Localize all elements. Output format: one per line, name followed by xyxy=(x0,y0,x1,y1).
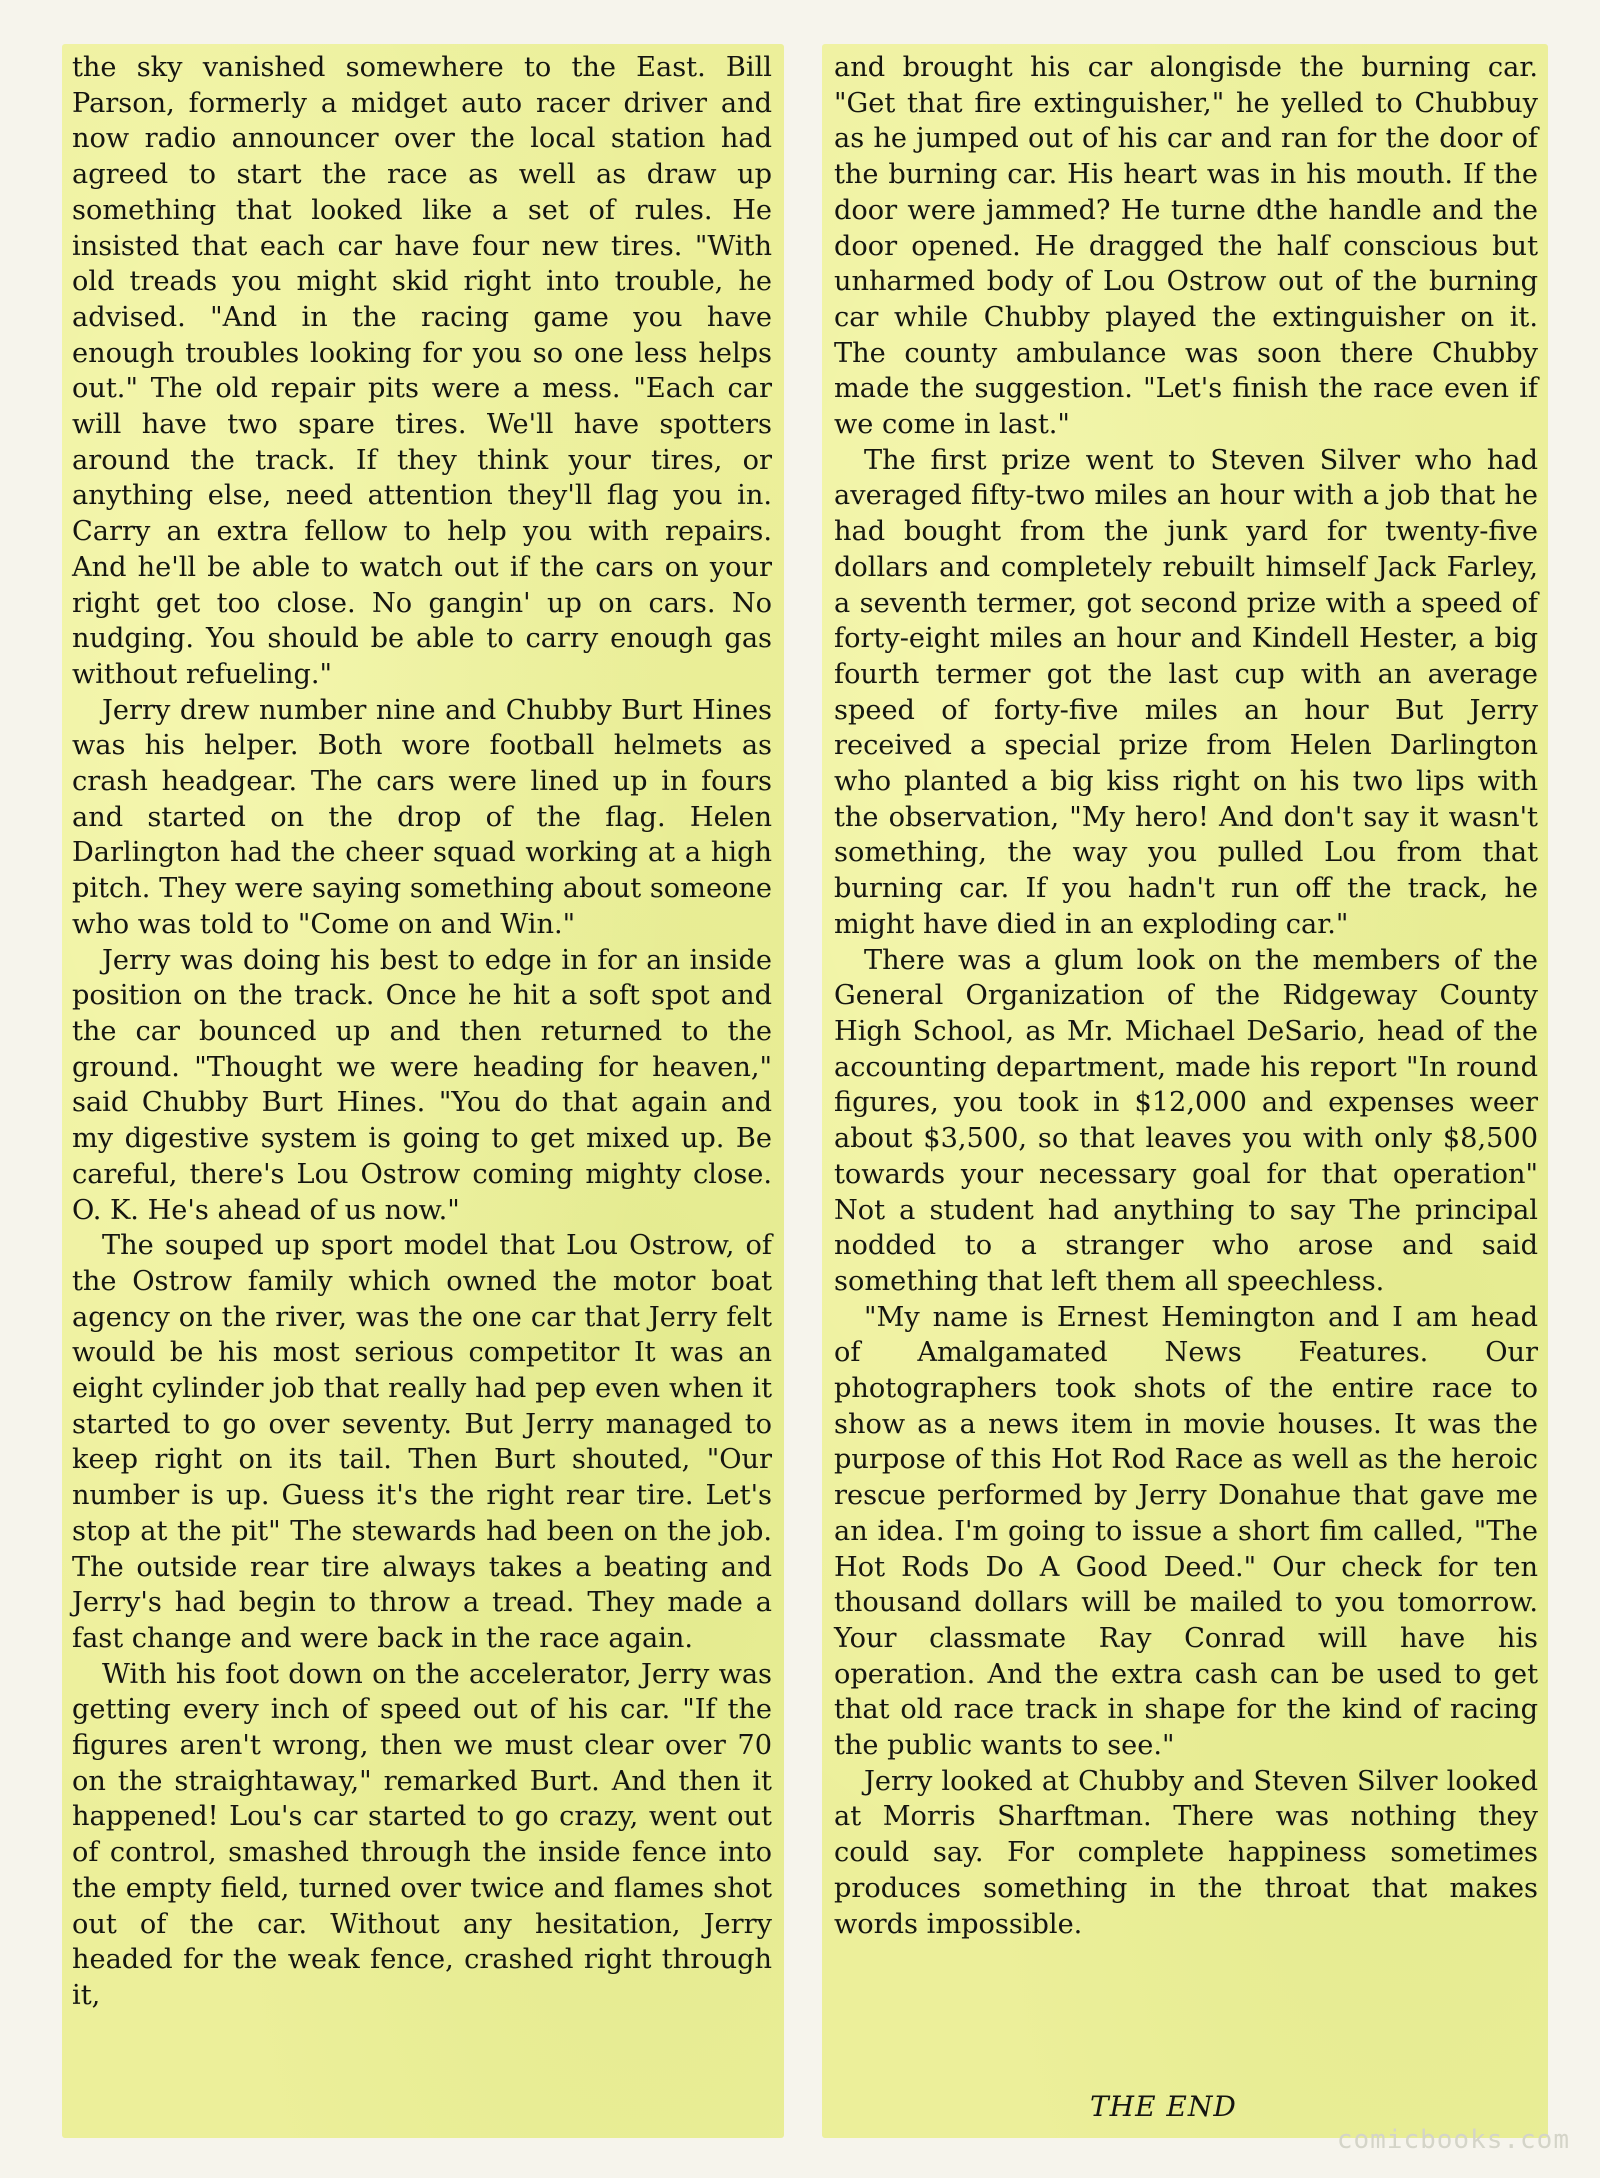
paragraph-inside-position: Jerry was doing his best to edge in for an inside position on the track. Once he hit a soft spot and the car bounced up and then returned to the ground. "Thought we were heading for heaven," said Chubby Burt Hines. "You do that again and my digestive system is going to get mixed up. Be careful, there's Lou Ostrow coming mighty close. O. K. He's ahead of us now." xyxy=(72,944,772,1226)
paragraph-report: There was a glum look on the members of the General Organization of the Ridgeway County High School, as Mr. Michael DeSario, head of the accounting department, made his report "In round figures, you took in $12,000 and expenses weer about $3,500, so that leaves you with only $8,500 towards your necessary goal for that operation" Not a student had anything to say The principal nodded to a stranger who arose and said something that left them all speechless. xyxy=(834,944,1538,1297)
site-watermark: comicbooks.com xyxy=(1336,2125,1570,2155)
paragraph-race-rules: the sky vanished somewhere to the East. Bill Parson, formerly a midget auto racer driver and now radio announcer over the local station had agreed to start the race as well as draw up something that looked like a set of rules. He insisted that each car have four new tires. "With old treads you might skid right into trouble, he advised. "And in the racing game you have enough troubles looking for you so one less helps out." The old repair pits were a mess. "Each car will have two spare tires. We'll have spotters around the track. If they think your tires, or anything else, need attention they'll flag you in. Carry an extra fellow to help you with repairs. And he'll be able to watch out if the cars on your right get too close. No gangin' up on cars. No nudging. You should be able to carry enough gas without refueling." xyxy=(72,52,772,690)
left-column xyxy=(72,50,772,2014)
paragraph-rescue: and brought his car alongisde the burning car. "Get that fire extinguisher," he yelled to Chubbuy as he jumped out of his car and ran for the door of the burning car. His heart was in his mouth. If the door were jammed? He turne dthe handle and the door opened. He dragged the half conscious but unharmed body of Lou Ostrow out of the burning car while Chubby played the extinguisher on it. The county ambulance was soon there Chubby made the suggestion. "Let's finish the race even if we come in last." xyxy=(834,52,1538,441)
paragraph-prizes: The first prize went to Steven Silver who had averaged fifty-two miles an hour with a job that he had bought from the junk yard for twenty-five dollars and completely rebuilt himself Jack Farley, a seventh termer, got second prize with a speed of forty-eight miles an hour and Kindell Hester, a big fourth termer got the last cup with an average speed of forty-five miles an hour But Jerry received a special prize from Helen Darlington who planted a big kiss right on his two lips with the observation, "My hero! And don't say it wasn't something, the way you pulled Lou from that burning car. If you hadn't run off the track, he might have died in an exploding car." xyxy=(834,444,1538,940)
paragraph-closing: Jerry looked at Chubby and Steven Silver looked at Morris Sharftman. There was nothing they could say. For complete happiness sometimes produces something in the throat that makes words impossible. xyxy=(834,1765,1538,1940)
paragraph-crash: With his foot down on the accelerator, Jerry was getting every inch of speed out of his car. "If the figures aren't wrong, then we must clear over 70 on the straightaway," remarked Burt. And then it happened! Lou's car started to go crazy, went out of control, smashed through the inside fence into the empty field, turned over twice and flames shot out of the car. Without any hesitation, Jerry headed for the weak fence, crashed right through it, xyxy=(72,1658,772,2011)
paragraph-hemington: "My name is Ernest Hemington and I am head of Amalgamated News Features. Our photographers took shots of the entire race to show as a news item in movie houses. It was the purpose of this Hot Rod Race as well as the heroic rescue performed by Jerry Donahue that gave me an idea. I'm going to issue a short fim called, "The Hot Rods Do A Good Deed." Our check for ten thousand dollars will be mailed to you tomorrow. Your classmate Ray Conrad will have his operation. And the extra cash can be used to get that old race track in shape for the kind of racing the public wants to see." xyxy=(834,1301,1538,1762)
the-end-label: THE END xyxy=(1090,2090,1237,2123)
right-column xyxy=(834,50,1538,1942)
paragraph-competitor: The souped up sport model that Lou Ostrow, of the Ostrow family which owned the motor boat agency on the river, was the one car that Jerry felt would be his most serious competitor It was an eight cylinder job that really had pep even when it started to go over seventy. But Jerry managed to keep right on its tail. Then Burt shouted, "Our number is up. Guess it's the right rear tire. Let's stop at the pit" The stewards had been on the job. The outside rear tire always takes a beating and Jerry's had begin to throw a tread. They made a fast change and were back in the race again. xyxy=(72,1230,772,1654)
paragraph-race-start: Jerry drew number nine and Chubby Burt Hines was his helper. Both wore football helmets as crash headgear. The cars were lined up in fours and started on the drop of the flag. Helen Darlington had the cheer squad working at a high pitch. They were saying something about someone who was told to "Come on and Win." xyxy=(72,694,772,940)
